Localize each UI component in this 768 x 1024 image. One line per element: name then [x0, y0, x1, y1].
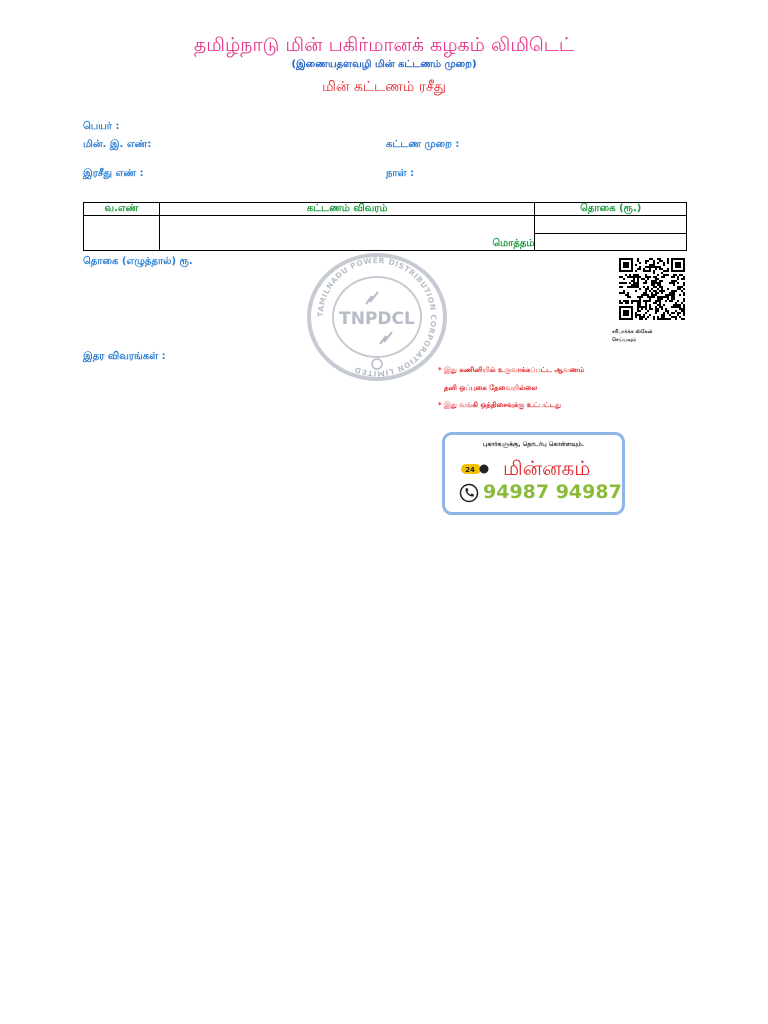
total-label: மொத்தம் [159, 216, 535, 251]
helpdesk-box [442, 432, 625, 515]
table-header-row [84, 203, 687, 216]
tnpdcl-logo [306, 252, 448, 382]
qr-caption-line-1: சரிபார்க்க ஸ்கேன் [612, 329, 653, 335]
column-header-amount: தொகை (ரூ.) [535, 203, 687, 216]
qr-code [619, 258, 685, 320]
note-computer-generated: * இது கணினியில் உருவாக்கப்பட்ட ஆவணம் [438, 366, 585, 374]
amount-cell [535, 216, 687, 234]
column-header-description: கட்டணம் விவரம் [159, 203, 535, 216]
qr-caption-line-2: செய்யவும் [612, 337, 637, 343]
helpdesk-caption: புகார்களுக்கு, தொடர்பு கொள்ளவும். [482, 441, 585, 448]
note-bank-reconciliation: * இது வங்கி ஒத்திசைவுக்கு உட்பட்டது [438, 401, 562, 409]
amount-in-words-label: தொகை (எழுத்தால்) ரூ. [83, 256, 193, 267]
bill-table [83, 202, 687, 251]
service-number-label: மின். இ. எண்: [83, 139, 152, 150]
svg-text:24: 24 [465, 466, 475, 474]
table-row [84, 216, 687, 234]
serial-cell [84, 216, 160, 251]
twenty-four-hour-badge-icon [461, 460, 489, 472]
name-label: பெயர் : [83, 121, 120, 132]
other-details-label: இதர விவரங்கள் : [83, 351, 166, 362]
svg-text:TAMILNADU POWER DISTRIBUTION C: TAMILNADU POWER DISTRIBUTION CORPORATION LIMITED [315, 255, 439, 379]
svg-text:TNPDCL: TNPDCL [339, 309, 415, 329]
payment-subtitle: (இணையதளவழி மின் கட்டணம் முறை) [291, 59, 477, 70]
receipt-heading: மின் கட்டணம் ரசீது [322, 79, 446, 95]
date-label: நாள் : [386, 168, 415, 179]
receipt-number-label: இரசீது எண் : [83, 168, 144, 179]
payment-mode-label: கட்டண முறை : [386, 139, 460, 150]
total-amount-cell [535, 233, 687, 251]
minnagam-brand: மின்னகம் [503, 456, 591, 480]
helpdesk-phone-number: 94987 94987 [483, 481, 622, 503]
company-title: தமிழ்நாடு மின் பகிர்மானக் கழகம் லிமிடெட் [193, 34, 575, 56]
column-header-serial: வ.எண் [84, 203, 160, 216]
phone-icon [459, 483, 479, 503]
note-no-signature: தனி ஒப்புகை தேவையில்லை [444, 384, 538, 392]
qr-caption [612, 328, 692, 344]
